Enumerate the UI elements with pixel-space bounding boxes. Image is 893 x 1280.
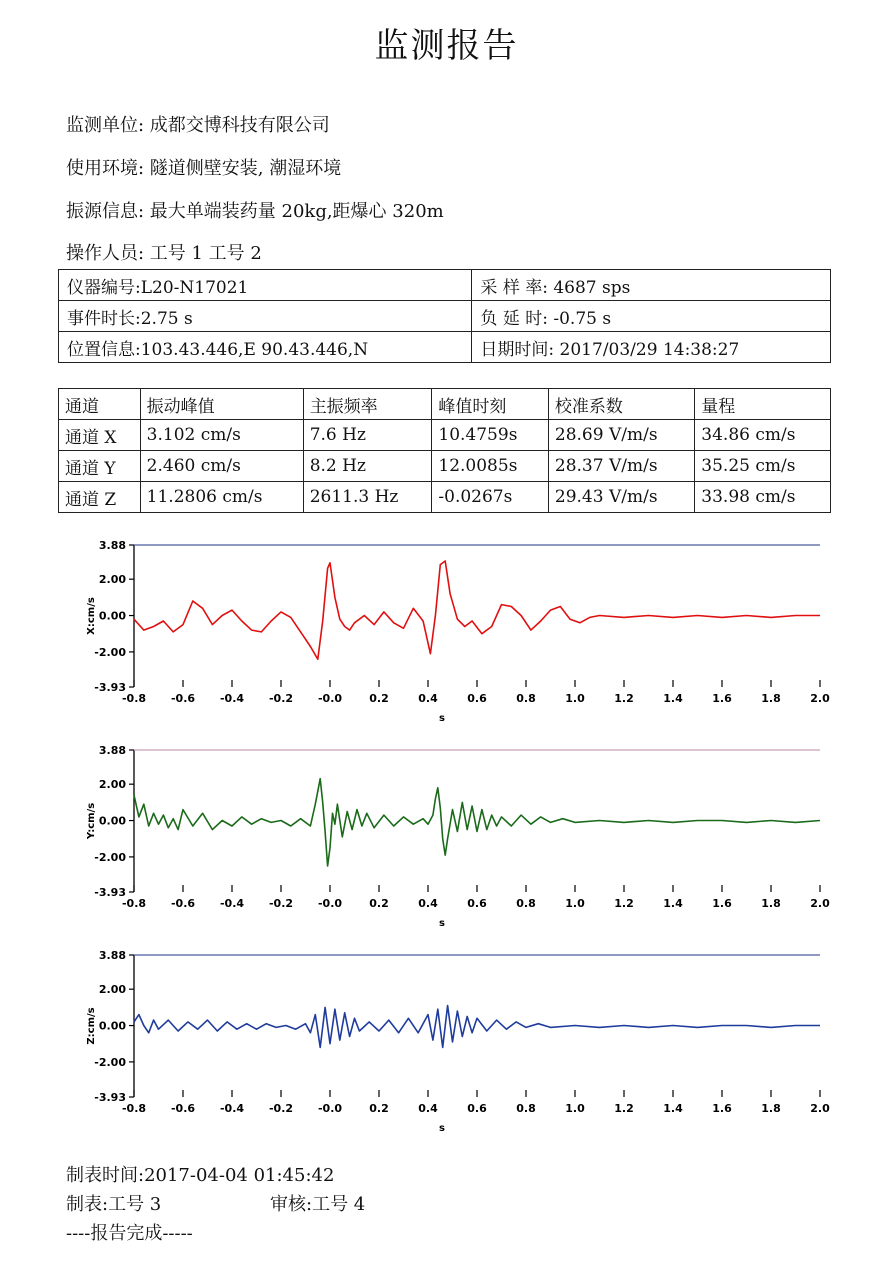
chart-x-svg (76, 535, 836, 730)
table-row (59, 332, 831, 363)
x-tick-label: 1.6 (712, 692, 732, 705)
header-cell: 振动峰值 (140, 389, 303, 420)
meta-datetime: 日期时间: 2017/03/29 14:38:27 (472, 332, 831, 363)
x-axis-label: s (439, 918, 445, 929)
meta-duration: 事件时长:2.75 s (59, 301, 472, 332)
x-tick-label: 1.8 (761, 897, 781, 910)
table-cell: 通道 Z (59, 482, 141, 513)
x-tick-label: 2.0 (810, 692, 830, 705)
y-tick-label: -3.93 (94, 886, 126, 899)
table-row (59, 482, 831, 513)
x-tick-label: 0.4 (418, 1102, 438, 1115)
x-tick-label: -0.0 (317, 692, 343, 705)
header-cell: 量程 (695, 389, 831, 420)
chart-x (76, 535, 836, 730)
info-operator: 操作人员: 工号 1 工号 2 (66, 243, 262, 264)
x-tick-label: -0.0 (317, 1102, 343, 1115)
table-cell: 3.102 cm/s (140, 420, 303, 451)
table-cell: 10.4759s (432, 420, 549, 451)
y-tick-label: 3.88 (98, 539, 126, 552)
chart-y-svg (76, 740, 836, 935)
info-unit: 监测单位: 成都交博科技有限公司 (66, 115, 330, 136)
table-cell: 35.25 cm/s (695, 451, 831, 482)
channel-table (58, 388, 831, 513)
table-row (59, 270, 831, 301)
footer-maker: 制表:工号 3 (66, 1194, 162, 1215)
table-cell: -0.0267s (432, 482, 549, 513)
x-tick-label: 1.2 (614, 1102, 634, 1115)
meta-location: 位置信息:103.43.446,E 90.43.446,N (59, 332, 472, 363)
y-tick-label: 2.00 (98, 778, 126, 792)
x-tick-label: -0.8 (121, 897, 147, 910)
table-cell: 29.43 V/m/s (548, 482, 694, 513)
x-tick-label: 1.4 (663, 692, 683, 705)
info-environment: 使用环境: 隧道侧壁安装, 潮湿环境 (66, 158, 342, 179)
meta-instrument: 仪器编号:L20-N17021 (59, 270, 472, 301)
table-header-row (59, 389, 831, 420)
table-row (59, 451, 831, 482)
x-tick-label: 0.8 (516, 897, 536, 910)
x-tick-label: 0.8 (516, 1102, 536, 1115)
x-tick-label: 1.0 (565, 1102, 585, 1115)
chart-z (76, 945, 836, 1140)
x-tick-label: -0.4 (219, 897, 245, 910)
x-tick-label: -0.6 (170, 1102, 196, 1115)
footer-reviewer: 审核:工号 4 (270, 1194, 366, 1215)
x-tick-label: 0.6 (467, 692, 487, 705)
footer-made-time: 制表时间:2017-04-04 01:45:42 (66, 1165, 335, 1186)
x-tick-label: -0.4 (219, 692, 245, 705)
series-line-Y (134, 779, 820, 866)
table-cell: 28.37 V/m/s (548, 451, 694, 482)
chart-y (76, 740, 836, 935)
footer-end: ----报告完成----- (66, 1223, 193, 1244)
x-tick-label: -0.6 (170, 897, 196, 910)
y-tick-label: 3.88 (98, 744, 126, 757)
y-tick-label: -2.00 (94, 1055, 126, 1069)
x-tick-label: -0.0 (317, 897, 343, 910)
table-cell: 11.2806 cm/s (140, 482, 303, 513)
y-tick-label: -3.93 (94, 1091, 126, 1104)
y-tick-label: 3.88 (98, 949, 126, 962)
y-axis-label: X:cm/s (86, 597, 97, 635)
x-tick-label: 0.2 (369, 1102, 389, 1115)
table-cell: 2.460 cm/s (140, 451, 303, 482)
meta-sample-rate: 采 样 率: 4687 sps (472, 270, 831, 301)
meta-delay: 负 延 时: -0.75 s (472, 301, 831, 332)
x-tick-label: -0.2 (268, 897, 294, 910)
series-line-Z (134, 1006, 820, 1048)
x-tick-label: 1.4 (663, 1102, 683, 1115)
header-cell: 校准系数 (548, 389, 694, 420)
x-tick-label: 1.4 (663, 897, 683, 910)
header-cell: 峰值时刻 (432, 389, 549, 420)
header-cell: 主振频率 (303, 389, 432, 420)
x-tick-label: 0.8 (516, 692, 536, 705)
x-tick-label: 1.6 (712, 897, 732, 910)
x-tick-label: 0.2 (369, 897, 389, 910)
x-tick-label: 0.4 (418, 692, 438, 705)
x-tick-label: 2.0 (810, 1102, 830, 1115)
x-tick-label: 1.2 (614, 897, 634, 910)
y-tick-label: 0.00 (98, 814, 126, 828)
chart-z-svg (76, 945, 836, 1140)
x-axis-label: s (439, 713, 445, 724)
table-cell: 2611.3 Hz (303, 482, 432, 513)
y-tick-label: -2.00 (94, 645, 126, 659)
table-cell: 34.86 cm/s (695, 420, 831, 451)
info-source: 振源信息: 最大单端装药量 20kg,距爆心 320m (66, 201, 444, 222)
x-tick-label: 1.0 (565, 692, 585, 705)
y-axis-label: Z:cm/s (86, 1007, 97, 1045)
page-title: 监测报告 (374, 26, 519, 66)
table-cell: 通道 Y (59, 451, 141, 482)
table-cell: 33.98 cm/s (695, 482, 831, 513)
x-tick-label: 1.2 (614, 692, 634, 705)
x-tick-label: 1.8 (761, 692, 781, 705)
table-cell: 28.69 V/m/s (548, 420, 694, 451)
x-axis-label: s (439, 1123, 445, 1134)
x-tick-label: 2.0 (810, 897, 830, 910)
y-tick-label: -2.00 (94, 850, 126, 864)
x-tick-label: 0.6 (467, 897, 487, 910)
table-row (59, 420, 831, 451)
x-tick-label: -0.8 (121, 1102, 147, 1115)
x-tick-label: -0.6 (170, 692, 196, 705)
y-tick-label: 0.00 (98, 609, 126, 623)
y-axis-label: Y:cm/s (86, 802, 97, 840)
x-tick-label: 0.2 (369, 692, 389, 705)
table-cell: 7.6 Hz (303, 420, 432, 451)
y-tick-label: 0.00 (98, 1019, 126, 1033)
x-tick-label: 1.0 (565, 897, 585, 910)
table-cell: 8.2 Hz (303, 451, 432, 482)
x-tick-label: 0.6 (467, 1102, 487, 1115)
header-cell: 通道 (59, 389, 141, 420)
x-tick-label: -0.8 (121, 692, 147, 705)
x-tick-label: -0.2 (268, 692, 294, 705)
x-tick-label: -0.2 (268, 1102, 294, 1115)
table-cell: 12.0085s (432, 451, 549, 482)
meta-table (58, 269, 831, 363)
x-tick-label: 0.4 (418, 897, 438, 910)
series-line-X (134, 561, 820, 659)
x-tick-label: 1.6 (712, 1102, 732, 1115)
x-tick-label: 1.8 (761, 1102, 781, 1115)
x-tick-label: -0.4 (219, 1102, 245, 1115)
y-tick-label: 2.00 (98, 573, 126, 587)
table-row (59, 301, 831, 332)
table-cell: 通道 X (59, 420, 141, 451)
y-tick-label: -3.93 (94, 681, 126, 694)
y-tick-label: 2.00 (98, 983, 126, 997)
